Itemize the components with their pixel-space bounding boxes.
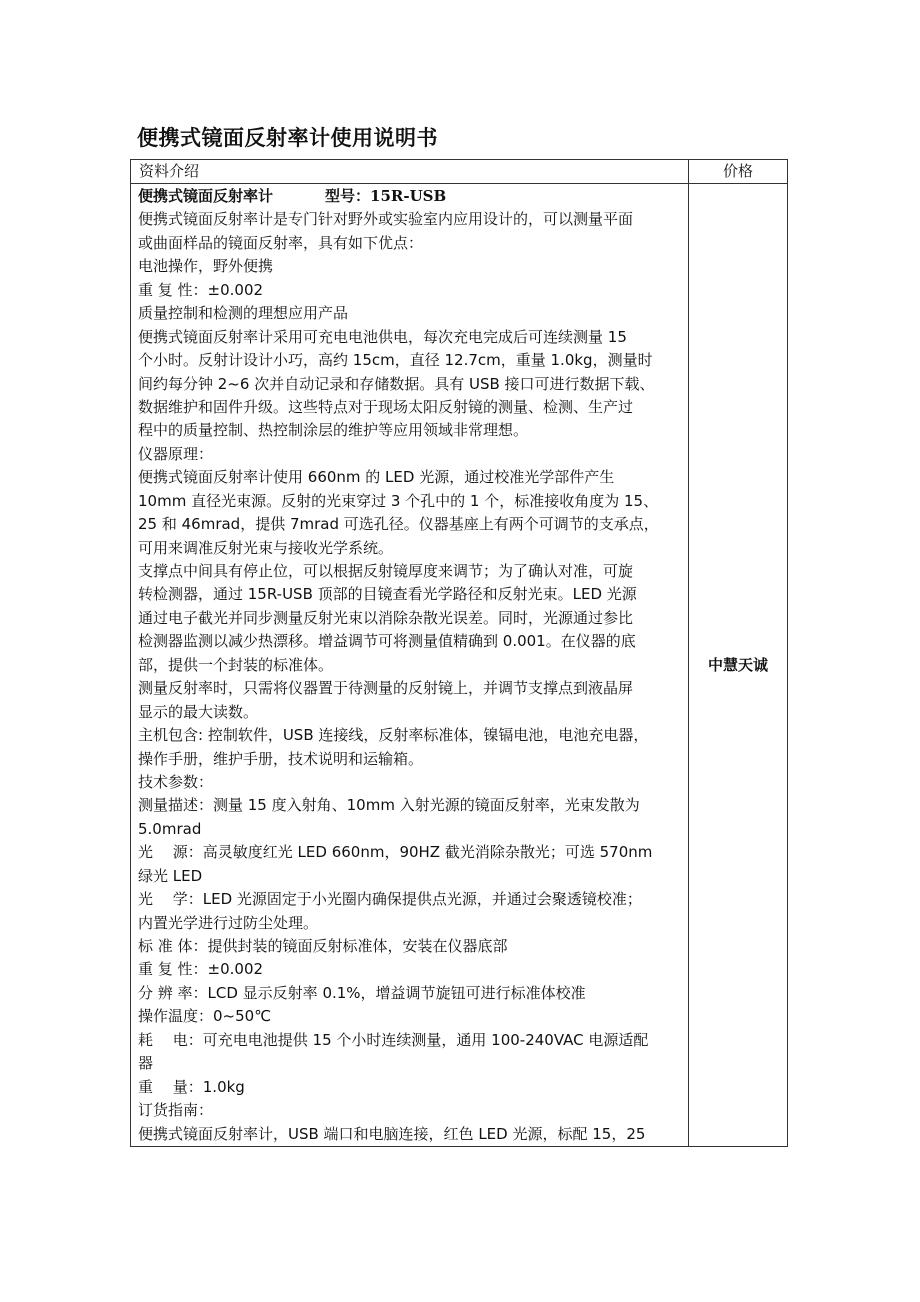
header-price: 价格 — [689, 160, 788, 184]
description-line: 操作温度：0~50℃ — [138, 1007, 272, 1026]
description-line: 便携式镜面反射率计是专门针对野外或实验室内应用设计的，可以测量平面 — [138, 210, 634, 229]
description-line: 显示的最大读数。 — [138, 702, 259, 721]
header-info: 资料介绍 — [131, 160, 689, 184]
description-line: 10mm 直径光束源。反射的光束穿过 3 个孔中的 1 个，标准接收角度为 15、 — [138, 491, 659, 510]
description-line: 支撑点中间具有停止位，可以根据反射镜厚度来调节；为了确认对准，可旋 — [138, 562, 634, 580]
description-line: 检测器监测以减少热漂移。增益调节可将测量值精确到 0.001。在仪器的底 — [138, 632, 636, 651]
description-line: 重 复 性：±0.002 — [138, 280, 264, 299]
product-name: 便携式镜面反射率计 — [138, 187, 274, 205]
description-line: 5.0mrad — [138, 819, 202, 838]
description-line: 订货指南： — [138, 1101, 214, 1120]
description-line: 通过电子截光并同步测量反射光束以消除杂散光误差。同时，光源通过参比 — [138, 608, 634, 627]
description-line: 或曲面样品的镜面反射率，具有如下优点： — [138, 233, 424, 252]
description-line: 测量描述：测量 15 度入射角、10mm 入射光源的镜面反射率，光束发散为 — [138, 796, 640, 815]
description-line: 重 复 性：±0.002 — [138, 960, 264, 979]
description-line: 耗 电：可充电电池提供 15 个小时连续测量，通用 100-240VAC 电源适配 — [138, 1030, 649, 1049]
spec-table — [130, 159, 788, 1147]
description-line: 数据维护和固件升级。这些特点对于现场太阳反射镜的测量、检测、生产过 — [138, 397, 634, 416]
description-line: 可用来调准反射光束与接收光学系统。 — [138, 538, 394, 557]
description-line: 内置光学进行过防尘处理。 — [138, 913, 319, 932]
product-heading — [138, 185, 683, 208]
table-header-row — [131, 160, 788, 184]
description-line: 转检测器，通过 15R-USB 顶部的目镜查看光学路径和反射光束。LED 光源 — [138, 585, 637, 604]
description-line: 操作手册，维护手册，技术说明和运输箱。 — [138, 749, 424, 768]
description-line: 仪器原理： — [138, 444, 214, 463]
description-line: 光 源：高灵敏度红光 LED 660nm，90HZ 截光消除杂散光；可选 570nm — [138, 843, 653, 862]
description-line: 便携式镜面反射率计使用 660nm 的 LED 光源，通过校准光学部件产生 — [138, 468, 615, 487]
description-line: 便携式镜面反射率计，USB 端口和电脑连接，红色 LED 光源，标配 15，25 — [138, 1124, 646, 1143]
description-line: 程中的质量控制、热控制涂层的维护等应用领域非常理想。 — [138, 421, 529, 440]
description-line: 标 准 体：提供封装的镜面反射标准体，安装在仪器底部 — [138, 937, 508, 955]
description-line: 器 — [138, 1054, 154, 1073]
description-line: 25 和 46mrad，提供 7mrad 可选孔径。仪器基座上有两个可调节的支承点， — [138, 515, 659, 534]
description-lines — [138, 208, 683, 1146]
description-line: 技术参数： — [138, 772, 214, 791]
price-cell — [689, 184, 788, 1147]
description-cell — [131, 184, 689, 1147]
description-line: 电池操作，野外便携 — [138, 257, 274, 276]
description-line: 重 量：1.0kg — [138, 1077, 245, 1096]
description-line: 质量控制和检测的理想应用产品 — [138, 304, 349, 323]
description-line: 分 辨 率：LCD 显示反射率 0.1%，增益调节旋钮可进行标准体校准 — [138, 983, 586, 1002]
description-line: 绿光 LED — [138, 866, 203, 885]
description-line: 个小时。反射计设计小巧，高约 15cm，直径 12.7cm，重量 1.0kg，测量时 — [138, 351, 653, 370]
table-body-row — [131, 184, 788, 1147]
product-model: 型号：15R-USB — [325, 187, 447, 205]
description-line: 测量反射率时，只需将仪器置于待测量的反射镜上，并调节支撑点到液晶屏 — [138, 679, 634, 698]
description-line: 主机包含: 控制软件，USB 连接线，反射率标准体，镍镉电池，电池充电器， — [138, 726, 649, 745]
description-line: 部，提供一个封装的标准体。 — [138, 655, 334, 674]
document-title: 便携式镜面反射率计使用说明书 — [137, 126, 438, 150]
description-line: 便携式镜面反射率计采用可充电电池供电，每次充电完成后可连续测量 15 — [138, 327, 627, 346]
price-value: 中慧天诚 — [707, 656, 768, 675]
description-line: 光 学：LED 光源固定于小光圈内确保提供点光源，并通过会聚透镜校准； — [138, 890, 642, 909]
description-line: 间约每分钟 2~6 次并自动记录和存储数据。具有 USB 接口可进行数据下载、 — [138, 374, 655, 393]
